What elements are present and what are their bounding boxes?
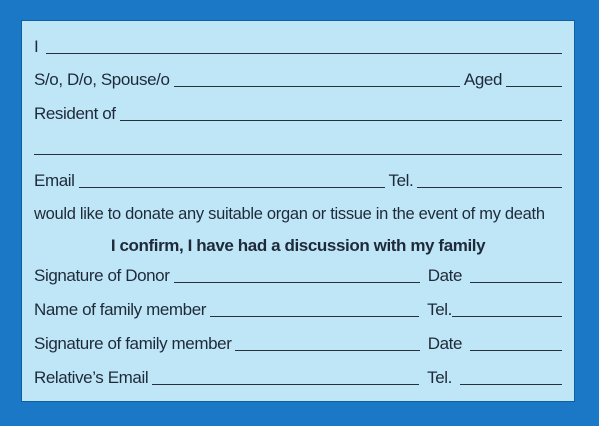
relative-email-field[interactable] <box>152 383 419 385</box>
date-label: Date <box>427 266 462 285</box>
donor-date-field[interactable] <box>470 281 562 283</box>
relative-tel-label: Tel. <box>427 368 452 387</box>
confirmation-text: I confirm, I have had a discussion with my family <box>110 236 486 255</box>
relative-email-row <box>34 366 562 390</box>
address-continuation-row <box>34 136 562 160</box>
family-signature-label: Signature of family member <box>34 334 232 353</box>
name-field[interactable] <box>46 52 562 54</box>
donation-statement: would like to donate any suitable organ or tissue in the event of my death <box>34 205 545 223</box>
family-signature-row <box>34 332 562 356</box>
family-member-name-label: Name of family member <box>34 300 207 319</box>
family-member-name-field[interactable] <box>210 315 419 317</box>
donor-signature-row <box>34 264 562 288</box>
relation-field[interactable] <box>174 85 460 87</box>
resident-field[interactable] <box>120 119 562 121</box>
family-tel-label: Tel. <box>427 300 452 319</box>
donor-signature-label: Signature of Donor <box>34 266 170 285</box>
email-field[interactable] <box>79 186 385 188</box>
donor-card <box>21 20 575 402</box>
family-date-field[interactable] <box>470 349 562 351</box>
tel-field[interactable] <box>417 186 562 188</box>
family-tel-field[interactable] <box>452 315 562 317</box>
relative-tel-field[interactable] <box>460 383 562 385</box>
resident-label: Resident of <box>34 104 116 123</box>
relation-row <box>34 68 562 92</box>
family-signature-field[interactable] <box>235 349 419 351</box>
family-date-label: Date <box>427 334 462 353</box>
family-member-name-row <box>34 298 562 322</box>
donor-signature-field[interactable] <box>174 281 420 283</box>
name-row <box>34 35 562 59</box>
tel-label: Tel. <box>388 171 414 190</box>
aged-label: Aged <box>463 70 502 89</box>
resident-row <box>34 102 562 126</box>
age-field[interactable] <box>506 85 562 87</box>
name-prefix-label: I <box>34 37 39 56</box>
email-label: Email <box>34 171 75 190</box>
email-row <box>34 169 562 193</box>
address-continuation-field[interactable] <box>34 153 562 155</box>
relation-label: S/o, D/o, Spouse/o <box>34 70 170 89</box>
relative-email-label: Relative’s Email <box>34 368 149 387</box>
